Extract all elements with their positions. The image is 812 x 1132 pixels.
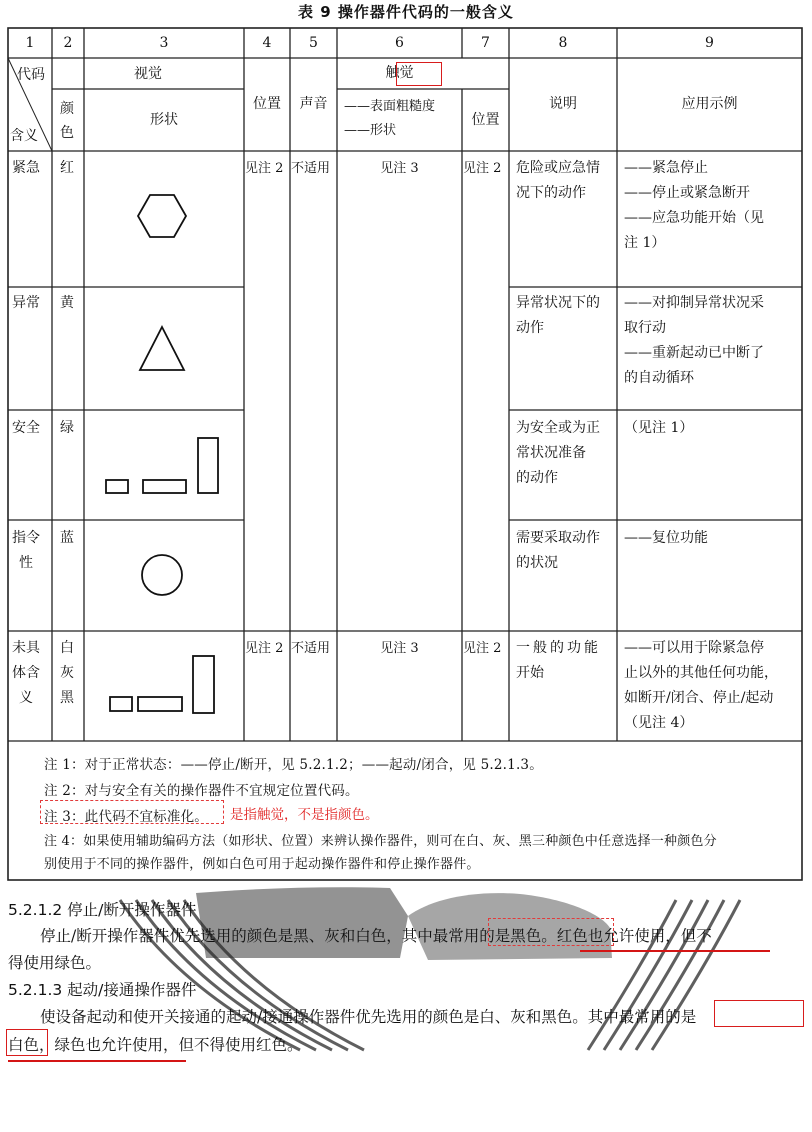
underline-green-allowed (8, 1060, 186, 1062)
row4-meaning-1: 指令 (12, 530, 40, 546)
row1-meaning: 紧急 (12, 160, 40, 176)
section-2-title: 5.2.1.3 起动/接通操作器件 (8, 981, 197, 999)
row1-sound: 不适用 (291, 161, 331, 176)
row5-description-2: 开始 (516, 665, 544, 681)
row5-example-1: ——可以用于除紧急停 (624, 640, 764, 656)
col-num-6: 6 (395, 35, 404, 51)
row5-sound: 不适用 (291, 641, 331, 656)
col-num-2: 2 (63, 35, 73, 51)
row4-description-2: 的状况 (516, 555, 558, 571)
note-2: 注 2：对与安全有关的操作器件不宜规定位置代码。 (44, 783, 359, 799)
row5-meaning-3: 义 (19, 690, 33, 706)
section-2-para-line2: 白色，绿色也允许使用，但不得使用红色。 (8, 1036, 303, 1054)
row2-example-3: ——重新起动已中断了 (624, 345, 764, 361)
row1-tactile: 见注 3 (380, 161, 419, 176)
col-num-9: 9 (705, 35, 714, 51)
highlight-white-color (6, 1029, 48, 1056)
row5-color-3: 黑 (60, 690, 74, 706)
row1-color: 红 (60, 160, 74, 176)
row5-tactile: 见注 3 (380, 641, 419, 656)
note-4-line2: 别使用于不同的操作器件，例如白色可用于起动操作器件和停止操作器件。 (44, 857, 480, 872)
row5-meaning-2: 体含 (12, 665, 40, 681)
row2-example-2: 取行动 (624, 320, 666, 336)
header-shape: 形状 (150, 112, 178, 128)
header-visual: 视觉 (134, 66, 162, 82)
header-tactile: 触觉 (385, 65, 414, 81)
header-tactile-position: 位置 (471, 112, 500, 128)
row5-example-2: 止以外的其他任何功能， (624, 665, 778, 681)
col-num-3: 3 (159, 35, 169, 51)
row2-color: 黄 (60, 295, 74, 311)
row5-position: 见注 2 (245, 641, 284, 656)
header-roughness: ——表面粗糙度 (344, 99, 436, 114)
section-1-title: 5.2.1.2 停止/断开操作器件 (8, 901, 197, 919)
header-color: 颜色 (60, 101, 74, 141)
col-num-8: 8 (558, 35, 568, 51)
row5-meaning-1: 未具 (12, 640, 40, 656)
table-caption: 表 9 操作器件代码的一般含义 (298, 3, 514, 21)
row2-meaning: 异常 (12, 295, 40, 311)
row3-color: 绿 (60, 420, 74, 436)
row5-example-4: （见注 4） (624, 715, 694, 731)
section-1-para-line2: 得使用绿色。 (8, 954, 102, 972)
col-num-4: 4 (262, 35, 272, 51)
row4-color: 蓝 (60, 530, 74, 546)
row5-example-3: 如断开/闭合、停止/起动 (624, 690, 774, 706)
underline-red-allowed (580, 950, 770, 952)
note-4-line1: 注 4：如果使用辅助编码方法（如形状、位置）来辨认操作器件，则可在白、灰、黑三种颜色中任意选择一种颜色分 (44, 834, 717, 849)
row3-description-1: 为安全或为正 (516, 420, 600, 436)
row2-description-2: 动作 (516, 320, 544, 336)
row1-description-2: 况下的动作 (516, 185, 586, 201)
row1-position: 见注 2 (245, 161, 284, 176)
row3-description-3: 的动作 (516, 470, 558, 486)
section-1-para-line1: 停止/断开操作器件优先选用的颜色是黑、灰和白色，其中最常用的是黑色。红色也允许使用，但不 (40, 927, 712, 945)
row4-description-1: 需要采取动作 (516, 530, 600, 546)
col-num-5: 5 (309, 35, 318, 51)
row2-description-1: 异常状况下的 (516, 295, 600, 311)
note-3: 注 3：此代码不宜标准化。 (44, 809, 208, 825)
row4-example-1: ——复位功能 (624, 530, 708, 546)
header-description: 说明 (549, 96, 577, 112)
row5-description-1: 一般的功能 (516, 640, 601, 656)
highlight-black-color (488, 918, 614, 946)
row1-example-2: ——停止或紧急断开 (624, 185, 750, 201)
header-meaning: 含义 (10, 128, 38, 144)
row1-tactile-position: 见注 2 (463, 161, 502, 176)
row4-meaning-2: 性 (19, 555, 33, 571)
row1-example-4: 注 1） (624, 235, 666, 251)
header-example: 应用示例 (681, 96, 738, 112)
row5-color-2: 灰 (60, 665, 74, 681)
header-code: 代码 (17, 67, 45, 83)
highlight-most-used (714, 1000, 804, 1027)
row2-example-1: ——对抑制异常状况采 (624, 295, 764, 311)
row5-color-1: 白 (60, 640, 74, 656)
header-tactile-shape: ——形状 (344, 123, 397, 138)
header-sound: 声音 (299, 96, 328, 112)
row5-tactile-position: 见注 2 (463, 641, 502, 656)
note3-annotation: 是指触觉，不是指颜色。 (230, 807, 379, 823)
col-num-1: 1 (25, 35, 35, 51)
row2-example-4: 的自动循环 (624, 370, 694, 386)
section-2-para-line1: 使设备起动和使开关接通的起动/接通操作器件优先选用的颜色是白、灰和黑色。其中最常用的是 (40, 1008, 697, 1026)
row3-meaning: 安全 (12, 420, 40, 436)
row1-description-1: 危险或应急情 (516, 160, 600, 176)
row3-example-1: （见注 1） (624, 420, 694, 436)
header-position: 位置 (253, 96, 281, 112)
col-num-7: 7 (481, 35, 490, 51)
row1-example-1: ——紧急停止 (624, 160, 708, 176)
row1-example-3: ——应急功能开始（见 (624, 210, 764, 226)
note-1: 注 1：对于正常状态：——停止/断开，见 5.2.1.2；——起动/闭合，见 5.2.1.3。 (44, 757, 543, 773)
row3-description-2: 常状况准备 (516, 445, 586, 461)
